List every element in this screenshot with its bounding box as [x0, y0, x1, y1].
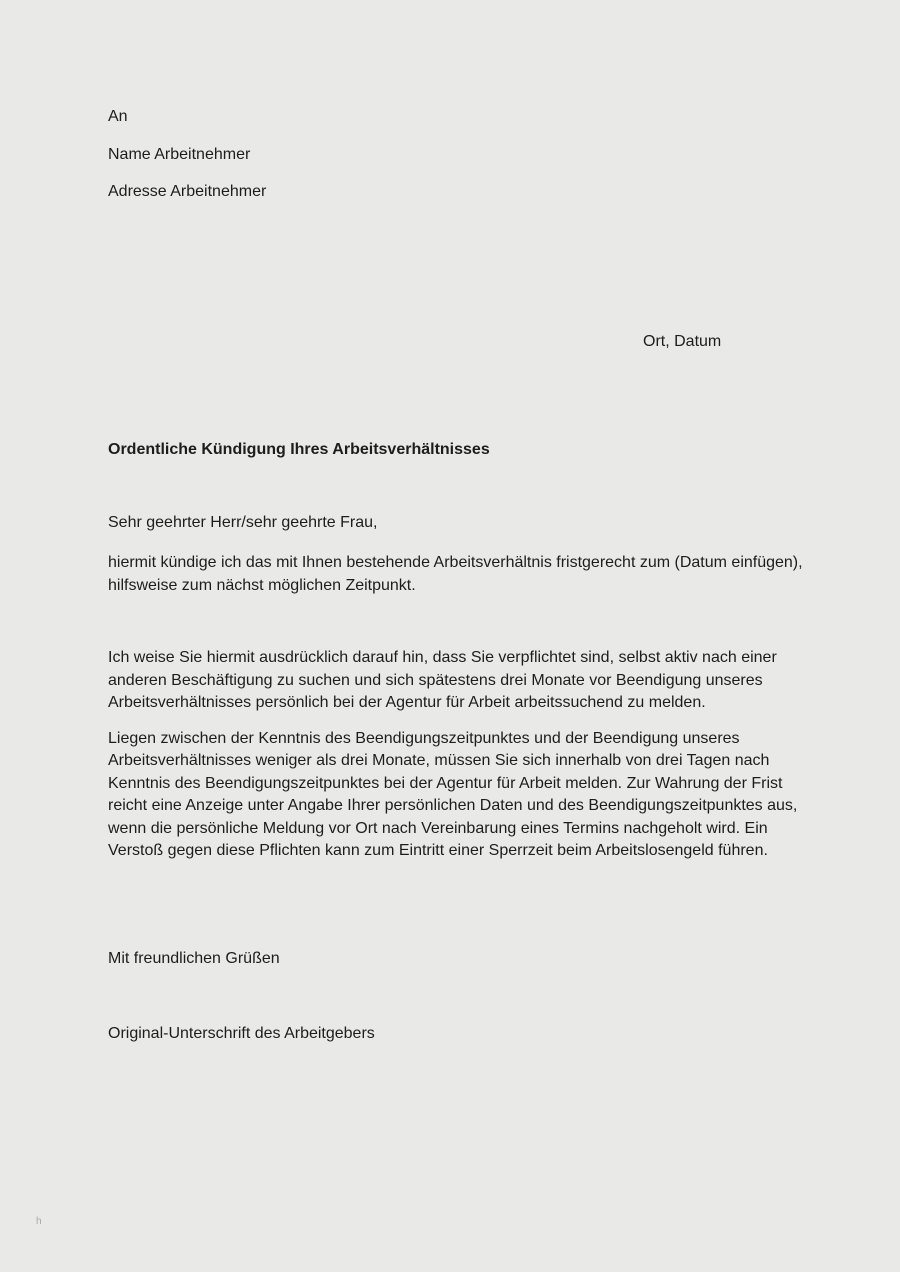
body-paragraph-2: Ich weise Sie hiermit ausdrücklich darauf hin, dass Sie verpflichtet sind, selbst aktiv nach einer anderen Beschäftigung zu suchen und sich spätestens drei Monate vor Beendigung unseres Arbeitsverhältnisses persönlich bei der Agentur für Arbeit arbeitssuchend zu melden. [108, 649, 777, 711]
stray-mark: h [36, 1216, 42, 1227]
closing-phrase: Mit freundlichen Grüßen [108, 949, 280, 967]
place-date-line: Ort, Datum [643, 332, 722, 350]
recipient-name: Name Arbeitnehmer [108, 145, 251, 163]
salutation: Sehr geehrter Herr/sehr geehrte Frau, [108, 513, 378, 531]
subject-line: Ordentliche Kündigung Ihres Arbeitsverhältnisses [108, 441, 490, 458]
body-paragraph-1: hiermit kündige ich das mit Ihnen bestehende Arbeitsverhältnis fristgerecht zum (Datum einfügen), hilfsweise zum nächst möglichen Zeitpunkt. [108, 554, 803, 594]
signature-line: Original-Unterschrift des Arbeitgebers [108, 1025, 375, 1042]
recipient-line-an: An [108, 108, 128, 125]
recipient-address: Adresse Arbeitnehmer [108, 183, 267, 200]
body-paragraph-3: Liegen zwischen der Kenntnis des Beendigungszeitpunktes und der Beendigung unseres Arbeitsverhältnisses weniger als drei Monate, müssen Sie sich innerhalb von drei Tagen nach Kenntnis des Beendigungszeitpunktes bei der Agentur für Arbeit melden. Zur Wahrung der Frist reicht eine Anzeige unter Angabe Ihrer persönlichen Daten und des Beendigungszeitpunktes aus, wenn die persönliche Meldung vor Ort nach Vereinbarung eines Termins nachgeholt wird. Ein Verstoß gegen diese Pflichten kann zum Eintritt einer Sperrzeit beim Arbeitslosengeld führen. [108, 729, 798, 859]
